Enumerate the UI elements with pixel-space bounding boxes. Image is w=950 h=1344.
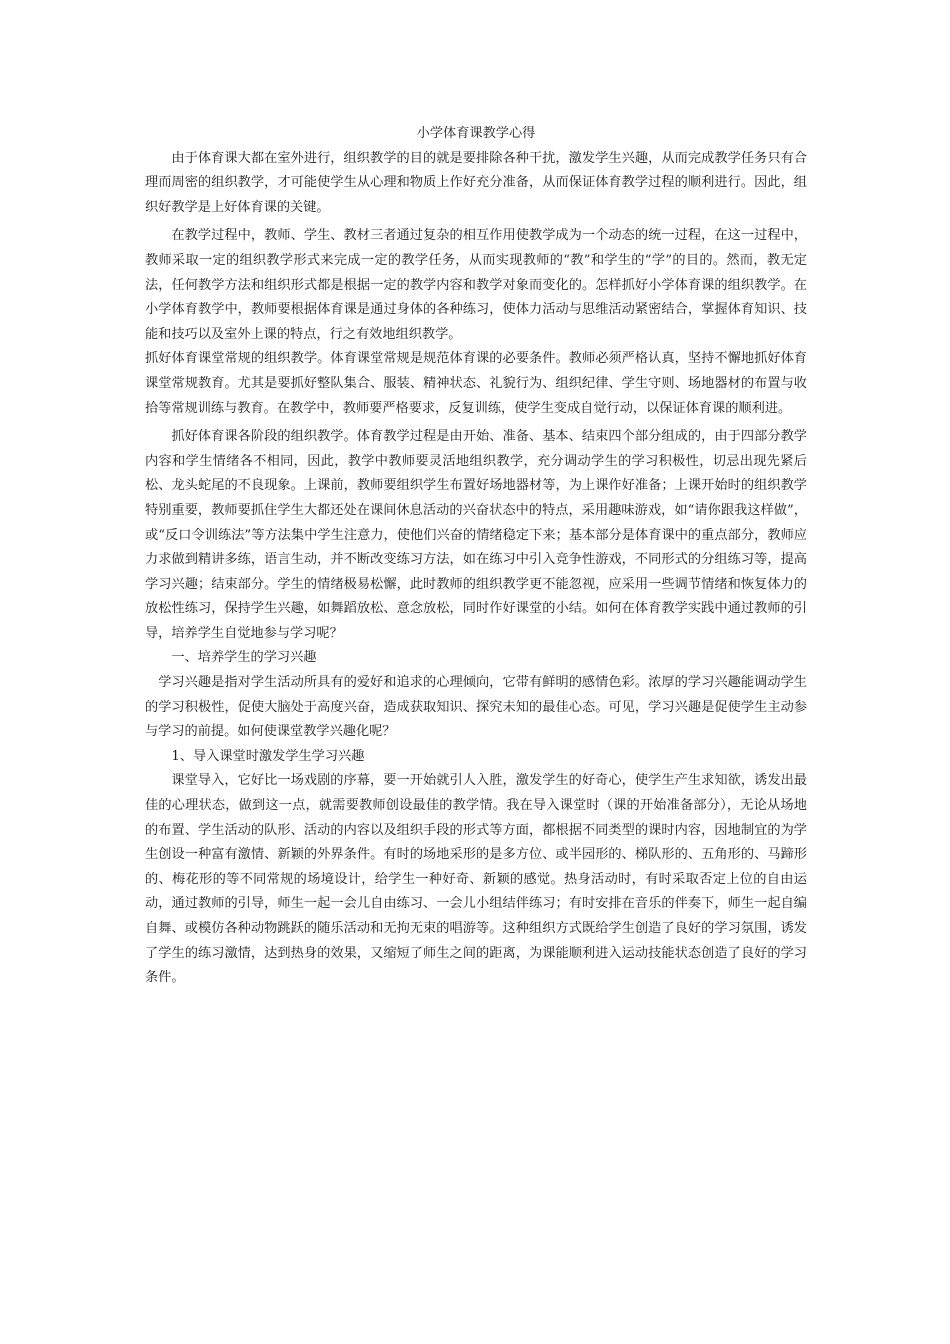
paragraph-3: 抓好体育课堂常规的组织教学。体育课堂常规是规范体育课的必要条件。教师必须严格认真，坚持不懈地抓好体育课堂常规教育。尤其是要抓好整队集合、服装、精神状态、礼貌行为、组织纪律、学生守则、场地器材的布置与收拾等常规训练与教育。在教学中，教师要严格要求，反复训练，使学生变成自觉行动，以保证体育课的顺利进。	[145, 351, 807, 416]
paragraph-4: 抓好体育课各阶段的组织教学。体育教学过程是由开始、准备、基本、结束四个部分组成的，由于四部分教学内容和学生情绪各不相同，因此，教学中教师要灵活地组织教学，充分调动学生的学习积极性，切忌出现先紧后松、龙头蛇尾的不良现象。上课前，教师要组织学生布置好场地器材等，为上课作好准备；上课开始时的组织教学特别重要，教师要抓住学生大都还处在课间休息活动的兴奋状态中的特点，采用趣味游戏，如“请你跟我这样做”，或“反口令训练法”等方法集中学生注意力，使他们兴奋的情绪稳定下来；基本部分是体育课中的重点部分，教师应力求做到精讲多练，语言生动，并不断改变练习方法，如在练习中引入竞争性游戏，不同形式的分组练习等，提高学习兴趣；结束部分。学生的情绪极易松懈，此时教师的组织教学更不能忽视，应采用一些调节情绪和恢复体力的放松性练习，保持学生兴趣，如舞蹈放松、意念放松，同时作好课堂的小结。如何在体育教学实践中通过教师的引导，培养学生自觉地参与学习呢？	[145, 429, 807, 641]
document-body	[145, 122, 807, 991]
section-heading-1: 一、培养学生的学习兴趣	[171, 650, 317, 666]
paragraph-6: 课堂导入，它好比一场戏剧的序幕，要一开始就引人入胜，激发学生的好奇心，使学生产生求知欲，诱发出最佳的心理状态，做到这一点，就需要教师创设最佳的教学情。我在导入课堂时（课的开始准备部分），无论从场地的布置、学生活动的队形、活动的内容以及组织手段的形式等方面，都根据不同类型的课时内容，因地制宜的为学生创设一种富有激情、新颖的外界条件。有时的场地采形的是多方位、或半园形的、梯队形的、五角形的、马蹄形的、梅花形的等不同常规的场境设计，给学生一种好奇、新颖的感觉。热身活动时，有时采取否定上位的自由运动，通过教师的引导，师生一起一会儿自由练习、一会儿小组结伴练习；有时安排在音乐的伴奏下，师生一起自编自舞、或模仿各种动物跳跃的随乐活动和无拘无束的唱游等。这种组织方式既给学生创造了良好的学习氛围，诱发了学生的练习激情，达到热身的效果，又缩短了师生之间的距离，为课能顺利进入运动技能状态创造了良好的学习条件。	[145, 773, 807, 986]
document-title: 小学体育课教学心得	[416, 126, 536, 141]
paragraph-1: 由于体育课大都在室外进行，组织教学的目的就是要排除各种干扰，激发学生兴趣，从而完成教学任务只有合理而周密的组织教学，才可能使学生从心理和物质上作好充分准备，从而保证体育教学过程的顺利进行。因此，组织好教学是上好体育课的关键。	[145, 150, 807, 215]
paragraph-2: 在教学过程中，教师、学生、教材三者通过复杂的相互作用使教学成为一个动态的统一过程，在这一过程中，教师采取一定的组织教学形式来完成一定的教学任务，从而实现教师的“教”和学生的“学”的目的。然而，教无定法，任何教学方法和组织形式都是根据一定的教学内容和教学对象而变化的。怎样抓好小学体育课的组织教学。在小学体育教学中，教师要根据体育课是通过身体的各种练习，使体力活动与思维活动紧密结合，掌握体育知识、技能和技巧以及室外上课的特点，行之有效地组织教学。	[145, 228, 807, 342]
subsection-heading-1: 1、导入课堂时激发学生学习兴趣	[171, 748, 365, 764]
paragraph-5: 学习兴趣是指对学生活动所具有的爱好和追求的心理倾向，它带有鲜明的感情色彩。浓厚的学习兴趣能调动学生的学习积极性，促使大脑处于高度兴奋，造成获取知识、探究未知的最佳心态。可见，学习兴趣是促使学生主动参与学习的前提。如何使课堂教学兴趣化呢？	[145, 675, 807, 740]
